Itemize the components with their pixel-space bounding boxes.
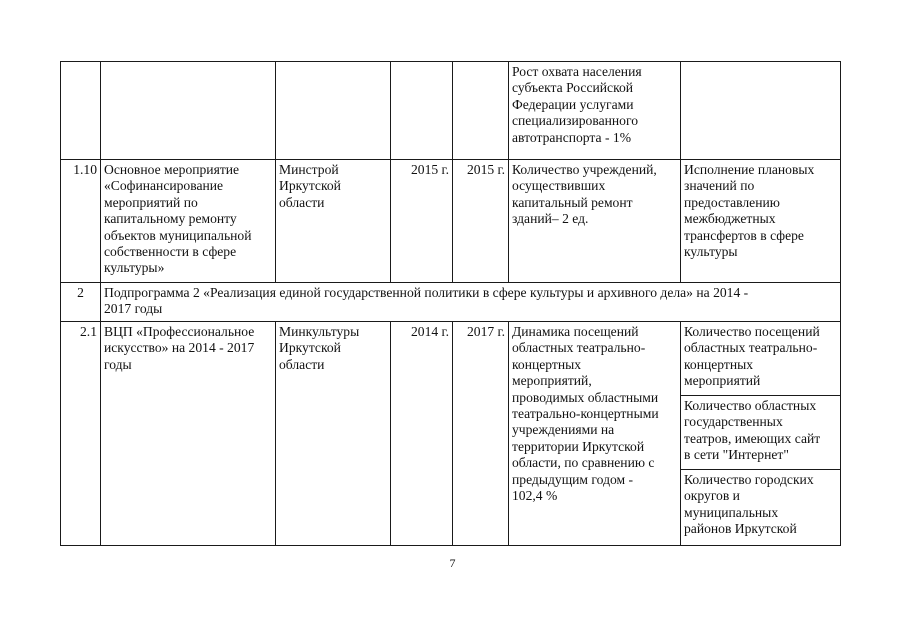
cell-result [681, 160, 841, 283]
cell-name [101, 62, 276, 160]
cell-executor [276, 160, 391, 283]
row-number: 1.10 [73, 162, 97, 177]
cell-executor [276, 62, 391, 160]
cell-name [101, 160, 276, 283]
cell-indicator [509, 322, 681, 546]
cell-num [61, 62, 101, 160]
result-item: Количество областных государственных театров, имеющих сайт в сети "Интернет" [681, 396, 840, 470]
measure-name: ВЦП «Профессиональное искусство» на 2014 - 2017 годы [104, 324, 255, 372]
year-end: 2017 г. [466, 324, 505, 339]
executor-name: Минстрой Иркутской области [279, 162, 341, 210]
subprogram-title: Подпрограмма 2 «Реализация единой государственной политики в сфере культуры и архивного дела» на 2014 - 2017 годы [104, 285, 749, 317]
indicator-text: Динамика посещений областных театрально- концертных мероприятий, проводимых областными театрально-концертными учреждениями на территории Иркутской области, по сравнению с предыдущим годом - 102,4 % [512, 324, 659, 504]
year-start: 2015 г. [410, 162, 449, 177]
cell-year-end [453, 160, 509, 283]
table-row-2-1 [61, 322, 841, 546]
year-end: 2015 г. [466, 162, 505, 177]
cell-num [61, 160, 101, 283]
cell-executor [276, 322, 391, 546]
year-start: 2014 г. [410, 324, 449, 339]
cell-results [681, 322, 841, 546]
measure-name: Основное мероприятие «Софинансирование мероприятий по капитальному ремонту объектов муниципальной собственности в сфере культуры» [104, 162, 252, 276]
table-row-subprogram-2 [61, 283, 841, 322]
results-stack [681, 322, 840, 539]
result-text: Исполнение плановых значений по предоставлению межбюджетных трансфертов в сфере культуры [684, 162, 815, 260]
cell-result [681, 62, 841, 160]
cell-year-start [391, 160, 453, 283]
cell-num [61, 283, 101, 322]
table-row-continuation [61, 62, 841, 160]
result-item: Количество городских округов и муниципальных районов Иркутской [684, 472, 814, 537]
program-measures-table [60, 61, 841, 546]
table-row-1-10 [61, 160, 841, 283]
page-number: 7 [449, 556, 456, 570]
indicator-text: Рост охвата населения субъекта Российской Федерации услугами специализированного автотранспорта - 1% [512, 64, 642, 145]
row-number: 2.1 [80, 324, 97, 339]
row-number: 2 [77, 285, 84, 300]
cell-name [101, 322, 276, 546]
cell-subprogram-title [101, 283, 841, 322]
cell-year-start [391, 62, 453, 160]
executor-name: Минкультуры Иркутской области [279, 324, 360, 372]
cell-indicator [509, 160, 681, 283]
cell-year-start [391, 322, 453, 546]
cell-year-end [453, 62, 509, 160]
result-item: Количество посещений областных театрально- концертных мероприятий [681, 322, 840, 396]
indicator-text: Количество учреждений, осуществивших капитальный ремонт зданий– 2 ед. [512, 162, 657, 227]
cell-year-end [453, 322, 509, 546]
cell-num [61, 322, 101, 546]
cell-indicator [509, 62, 681, 160]
